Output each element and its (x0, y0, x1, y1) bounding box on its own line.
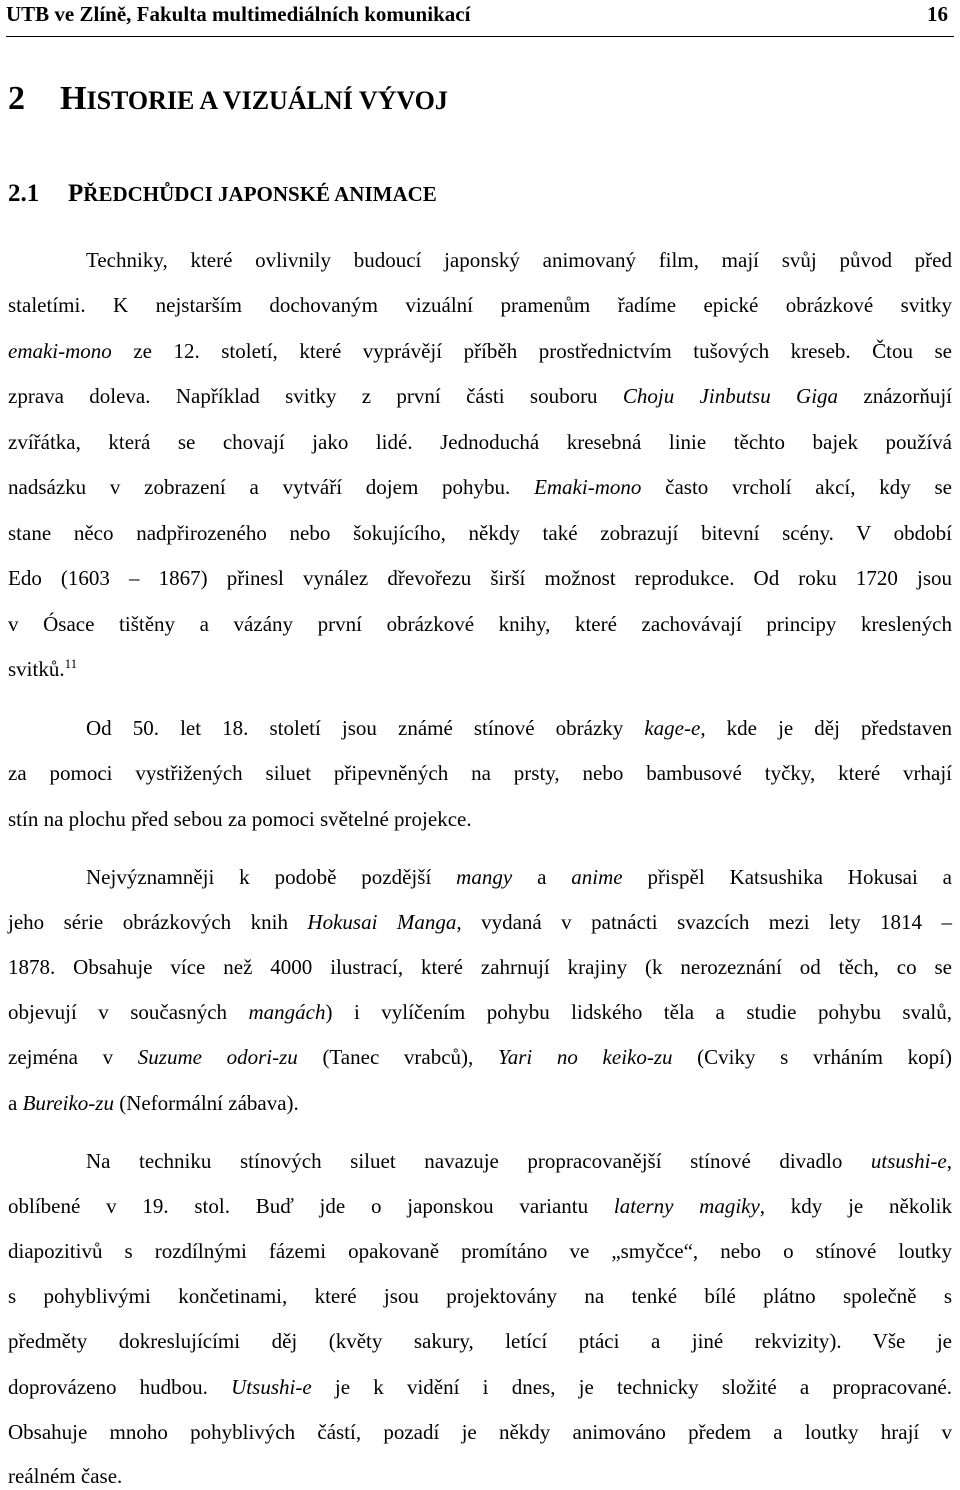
chapter-title-initial: H (60, 80, 87, 117)
p2-line-3 (8, 805, 952, 833)
p3-line-1 (8, 863, 952, 891)
p1-line-2 (8, 291, 952, 319)
page-number: 16 (927, 2, 948, 26)
p4-line-1 (8, 1147, 952, 1175)
text: oblíbené v 19. stol. Buď jde o japonskou variantu (8, 1194, 614, 1218)
text: Obsahuje mnoho pohyblivých částí, pozadí je někdy animováno předem a loutky hrají v (8, 1420, 952, 1444)
section-heading (8, 180, 437, 208)
text: zejména v (8, 1045, 138, 1069)
italic-term: emaki-mono (8, 339, 112, 363)
p4-line-3 (8, 1237, 952, 1265)
text: nadsázku v zobrazení a vytváří dojem pohybu. (8, 475, 535, 499)
chapter-number: 2 (8, 80, 25, 117)
footnote-reference: 11 (64, 656, 78, 671)
text: přispěl Katsushika Hokusai a (622, 865, 952, 889)
text: , kde je děj představen (700, 716, 953, 740)
italic-term: Utsushi-e (231, 1375, 312, 1399)
p3-line-2 (8, 908, 952, 936)
italic-term: Yari no keiko-zu (497, 1045, 673, 1069)
text: Techniky, které ovlivnily budoucí japonský animovaný film, mají svůj původ před (86, 248, 952, 272)
p1-line-3 (8, 337, 952, 365)
text: (Neformální zábava). (113, 1091, 299, 1115)
text: s pohyblivými končetinami, které jsou projektovány na tenké bílé plátno společně s (8, 1284, 952, 1308)
text: předměty dokreslujícími děj (květy sakury, letící ptáci a jiné rekvizity). Vše je (8, 1329, 952, 1353)
header-title: UTB ve Zlíně, Fakulta multimediálních komunikací (6, 2, 471, 26)
text: jeho série obrázkových knih (8, 910, 308, 934)
section-title-rest: ŘEDCHŮDCI JAPONSKÉ ANIMACE (83, 182, 437, 206)
text: reálném čase. (8, 1464, 123, 1488)
p4-line-5 (8, 1327, 952, 1355)
italic-term: laterny magiky (613, 1194, 760, 1218)
text: svitků. (8, 657, 65, 681)
text: ze 12. století, které vyprávějí příběh prostřednictvím tušových kreseb. Čtou se (111, 339, 952, 363)
italic-term: Emaki-mono (534, 475, 642, 499)
text: a (512, 865, 572, 889)
p3-line-4 (8, 998, 952, 1026)
text: , vydaná v patnácti svazcích mezi lety 1814 – (456, 910, 952, 934)
text: diapozitivů s rozdílnými fázemi opakovaně promítáno ve „smyčce“, nebo o stínové loutky (8, 1239, 952, 1263)
chapter-heading (8, 80, 448, 118)
italic-term: Choju Jinbutsu Giga (622, 384, 839, 408)
p1-line-4 (8, 382, 952, 410)
p1-line-9 (8, 610, 952, 638)
italic-term: kage-e (644, 716, 701, 740)
text: objevují v současných (8, 1000, 249, 1024)
text: zprava doleva. Například svitky z první části souboru (8, 384, 623, 408)
text: často vrcholí akcí, kdy se (641, 475, 952, 499)
italic-term: mangy (456, 865, 513, 889)
text: stane něco nadpřirozeného nebo šokujícího, někdy také zobrazují bitevní scény. V období (8, 521, 952, 545)
section-title-initial: P (68, 180, 84, 207)
italic-term: Suzume odori-zu (137, 1045, 298, 1069)
p1-line-7 (8, 519, 952, 547)
header-rule (6, 36, 954, 37)
page-header (6, 2, 954, 32)
p1-line-8 (8, 564, 952, 592)
text: doprovázeno hudbou. (8, 1375, 232, 1399)
text: (Tanec vrabců), (297, 1045, 498, 1069)
p4-line-4 (8, 1282, 952, 1310)
p1-line-5 (8, 428, 952, 456)
text: a (8, 1091, 23, 1115)
p3-line-5 (8, 1043, 952, 1071)
text: je k vidění i dnes, je technicky složité a propracované. (311, 1375, 952, 1399)
text: Nejvýznamněji k podobě pozdější (86, 865, 457, 889)
text: Od 50. let 18. století jsou známé stínové obrázky (86, 716, 645, 740)
p3-line-6 (8, 1089, 952, 1117)
text: zvířátka, která se chovají jako lidé. Jednoduchá kresebná linie těchto bajek používá (8, 430, 952, 454)
text: , (946, 1149, 952, 1173)
italic-term: mangách (248, 1000, 326, 1024)
text: 1878. Obsahuje více než 4000 ilustrací, které zahrnují krajiny (k nerozeznání od těch, co se (8, 955, 952, 979)
p4-line-6 (8, 1373, 952, 1401)
p1-line-6 (8, 473, 952, 501)
text: Edo (1603 – 1867) přinesl vynález dřevořezu širší možnost reprodukce. Od roku 1720 jsou (8, 566, 952, 590)
section-number: 2.1 (8, 180, 40, 207)
text: znázorňují (838, 384, 952, 408)
italic-term: utsushi-e (870, 1149, 947, 1173)
text: Na techniku stínových siluet navazuje propracovanější stínové divadlo (86, 1149, 871, 1173)
text: staletími. K nejstarším dochovaným vizuální pramenům řadíme epické obrázkové svitky (8, 293, 952, 317)
p3-line-3 (8, 953, 952, 981)
p4-line-7 (8, 1418, 952, 1446)
text: za pomoci vystřižených siluet připevněných na prsty, nebo bambusové tyčky, které vrhají (8, 761, 952, 785)
p2-line-1 (8, 714, 952, 742)
text: (Cviky s vrháním kopí) (672, 1045, 952, 1069)
italic-term: anime (571, 865, 623, 889)
p1-line-1 (8, 246, 952, 274)
p1-line-10 (8, 655, 952, 683)
text: stín na plochu před sebou za pomoci světelné projekce. (8, 807, 472, 831)
text: , kdy je několik (759, 1194, 952, 1218)
text: v Ósace tištěny a vázány první obrázkové knihy, které zachovávají principy kreslených (8, 612, 952, 636)
italic-term: Hokusai Manga (307, 910, 457, 934)
italic-term: Bureiko-zu (22, 1091, 114, 1115)
chapter-title-rest: ISTORIE A VIZUÁLNÍ VÝVOJ (86, 86, 448, 115)
text: ) i vylíčením pohybu lidského těla a studie pohybu svalů, (325, 1000, 952, 1024)
p4-line-2 (8, 1192, 952, 1220)
p2-line-2 (8, 759, 952, 787)
